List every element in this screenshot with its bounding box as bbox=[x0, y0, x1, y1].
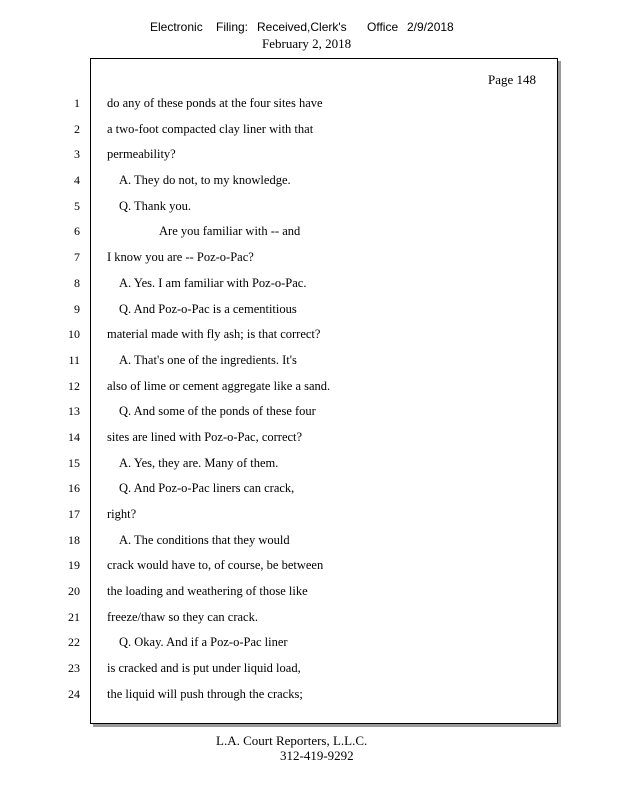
line-number: 1 bbox=[74, 96, 80, 110]
transcript-line: A. The conditions that they would bbox=[119, 532, 290, 547]
transcript-line: permeability? bbox=[107, 147, 176, 162]
transcript-line: Q. And some of the ponds of these four bbox=[119, 404, 316, 419]
transcript-line: is cracked and is put under liquid load, bbox=[107, 661, 301, 676]
transcript-line: Q. And Poz-o-Pac liners can crack, bbox=[119, 481, 295, 496]
line-number: 2 bbox=[74, 121, 80, 136]
transcript-line: Q. Okay. And if a Poz-o-Pac liner bbox=[119, 635, 288, 650]
line-number: 19 bbox=[68, 558, 80, 573]
transcript-line: I know you are -- Poz-o-Pac? bbox=[107, 250, 254, 265]
line-number: 4 bbox=[74, 173, 80, 188]
line-number: 21 bbox=[68, 609, 80, 624]
line-number: 14 bbox=[68, 429, 80, 444]
transcript-line: A. Yes, they are. Many of them. bbox=[119, 455, 279, 470]
transcript-line: do any of these ponds at the four sites have bbox=[107, 96, 323, 110]
line-number: 3 bbox=[74, 147, 80, 162]
transcript-line: Q. And Poz-o-Pac is a cementitious bbox=[119, 301, 297, 316]
transcript-line: freeze/thaw so they can crack. bbox=[107, 609, 258, 624]
header-date: February 2, 2018 bbox=[262, 36, 352, 51]
line-number: 17 bbox=[68, 507, 80, 521]
transcript-line: A. They do not, to my knowledge. bbox=[119, 173, 291, 188]
header-word-filing: Filing: bbox=[216, 20, 249, 34]
line-numbers-column bbox=[60, 95, 80, 712]
transcript-line: a two-foot compacted clay liner with that bbox=[107, 121, 314, 136]
header-word-date: 2/9/2018 bbox=[407, 20, 454, 34]
line-number: 24 bbox=[68, 686, 80, 701]
transcript-line: the liquid will push through the cracks; bbox=[107, 686, 303, 701]
line-number: 16 bbox=[68, 481, 80, 496]
header-word-office: Office bbox=[367, 20, 399, 34]
transcript-line: the loading and weathering of those like bbox=[107, 584, 308, 599]
transcript-line: material made with fly ash; is that correct? bbox=[107, 327, 321, 342]
line-number: 12 bbox=[68, 378, 80, 393]
transcript-line: sites are lined with Poz-o-Pac, correct? bbox=[107, 429, 303, 444]
transcript-line: A. Yes. I am familiar with Poz-o-Pac. bbox=[119, 275, 307, 290]
transcript-text-column bbox=[107, 95, 330, 712]
line-number: 6 bbox=[74, 224, 80, 239]
transcript-line: crack would have to, of course, be between bbox=[107, 558, 324, 573]
transcript-line: right? bbox=[107, 507, 137, 521]
line-number: 7 bbox=[74, 250, 80, 265]
line-number: 20 bbox=[68, 584, 80, 599]
transcript-line: Are you familiar with -- and bbox=[159, 224, 301, 239]
line-number: 15 bbox=[68, 455, 80, 470]
line-number: 18 bbox=[68, 532, 80, 547]
header-word-received: Received,Clerk's bbox=[257, 20, 347, 34]
line-number: 9 bbox=[74, 301, 80, 316]
line-number: 5 bbox=[74, 198, 80, 213]
transcript-line: also of lime or cement aggregate like a sand. bbox=[107, 378, 331, 393]
line-number: 23 bbox=[68, 661, 80, 676]
header-word-electronic: Electronic bbox=[150, 20, 203, 34]
transcript-line: A. That's one of the ingredients. It's bbox=[119, 352, 297, 367]
transcript-line: Q. Thank you. bbox=[119, 198, 191, 213]
court-reporter-phone: 312-419-9292 bbox=[280, 748, 354, 763]
page-number: Page 148 bbox=[488, 72, 537, 87]
line-number: 22 bbox=[68, 635, 80, 650]
line-number: 10 bbox=[68, 327, 80, 342]
court-reporter-name: L.A. Court Reporters, L.L.C. bbox=[216, 733, 368, 748]
line-number: 11 bbox=[68, 352, 80, 367]
line-number: 8 bbox=[74, 275, 80, 290]
line-number: 13 bbox=[68, 404, 80, 419]
